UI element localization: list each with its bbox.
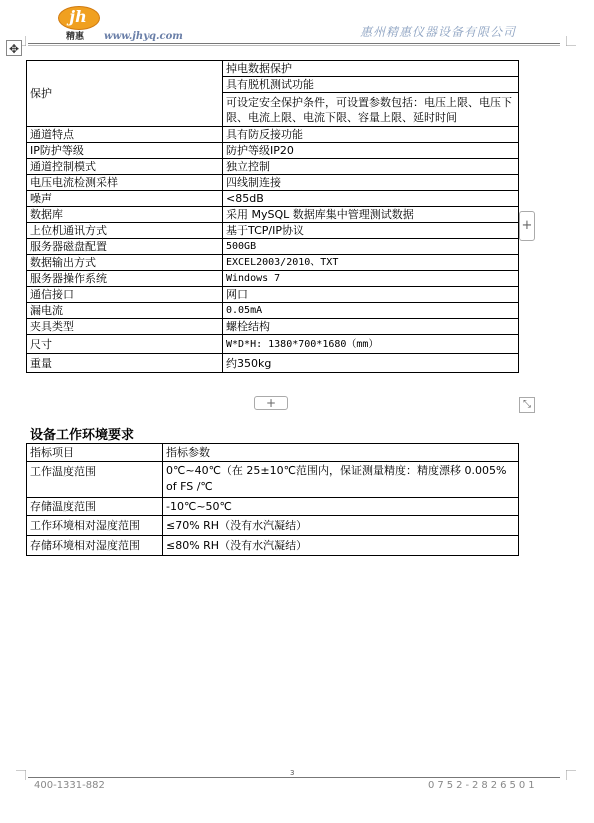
env-key: 存储环境相对湿度范围 [27, 536, 163, 556]
footer-divider [28, 777, 560, 778]
table-row [27, 303, 519, 319]
spec-key: 通信接口 [27, 287, 223, 303]
spec-key-protection: 保护 [27, 61, 223, 127]
spec-table [26, 60, 519, 373]
table-row [27, 498, 519, 516]
header-divider-thin [28, 45, 560, 46]
table-row [27, 516, 519, 536]
spec-value: <85dB [223, 191, 519, 207]
spec-key: 噪声 [27, 191, 223, 207]
spec-value: 防护等级IP20 [223, 143, 519, 159]
company-name: 惠州精惠仪器设备有限公司 [360, 25, 517, 39]
spec-value: 掉电数据保护 [223, 61, 519, 77]
spec-value: 网口 [223, 287, 519, 303]
table-row [27, 462, 519, 498]
env-key: 工作温度范围 [27, 462, 163, 498]
spec-value: 螺栓结构 [223, 319, 519, 335]
spec-value: 可设定安全保护条件，可设置参数包括：电压上限、电压下限、电流上限、电流下限、容量上限、延时时间 [223, 93, 519, 127]
spec-value: EXCEL2003/2010、TXT [223, 255, 519, 271]
table-row [27, 536, 519, 556]
table-move-handle-icon[interactable]: ✥ [6, 40, 22, 56]
logo-mark: jh [69, 7, 87, 26]
environment-table [26, 443, 519, 556]
logo-subtitle: 精惠 [66, 32, 85, 42]
table-header-row [27, 444, 519, 462]
env-key: 工作环境相对湿度范围 [27, 516, 163, 536]
spec-value: 0.05mA [223, 303, 519, 319]
table-row [27, 271, 519, 287]
spec-key: 服务器操作系统 [27, 271, 223, 287]
table-row [27, 191, 519, 207]
spec-key: 通道特点 [27, 127, 223, 143]
spec-value: 约350kg [223, 354, 519, 373]
spec-key: 漏电流 [27, 303, 223, 319]
table-row [27, 127, 519, 143]
env-header-value: 指标参数 [163, 444, 519, 462]
env-value: ≤80% RH（没有水汽凝结） [163, 536, 519, 556]
spec-value: 四线制连接 [223, 175, 519, 191]
table-row [27, 223, 519, 239]
table-row [27, 143, 519, 159]
spec-key: 重量 [27, 354, 223, 373]
corner-mark-top-right [566, 36, 576, 46]
spec-key: 尺寸 [27, 335, 223, 354]
table-row [27, 207, 519, 223]
table-row [27, 239, 519, 255]
table-row [27, 175, 519, 191]
env-key: 存储温度范围 [27, 498, 163, 516]
corner-mark-bottom-left [16, 770, 26, 780]
spec-value: 基于TCP/IP协议 [223, 223, 519, 239]
table-row [27, 335, 519, 354]
header-divider [28, 43, 560, 44]
website-text: www.jhyq.com [104, 31, 183, 42]
spec-key: 上位机通讯方式 [27, 223, 223, 239]
spec-key: 通道控制模式 [27, 159, 223, 175]
env-value: ≤70% RH（没有水汽凝结） [163, 516, 519, 536]
spec-value: 采用 MySQL 数据库集中管理测试数据 [223, 207, 519, 223]
table-row [27, 61, 519, 77]
spec-key: IP防护等级 [27, 143, 223, 159]
table-row [27, 287, 519, 303]
section-title: 设备工作环境要求 [30, 428, 135, 443]
table-resize-handle-icon[interactable]: ⤡ [519, 397, 535, 413]
footer-phone-hotline: 400-1331-882 [34, 780, 105, 791]
table-row [27, 354, 519, 373]
spec-value: 独立控制 [223, 159, 519, 175]
spec-key: 服务器磁盘配置 [27, 239, 223, 255]
spec-key: 数据输出方式 [27, 255, 223, 271]
table-row [27, 159, 519, 175]
table-row [27, 319, 519, 335]
add-row-button[interactable]: + [254, 396, 288, 410]
env-value: 0℃~40℃（在 25±10℃范围内，保证测量精度：精度漂移 0.005% of FS /℃ [163, 462, 519, 498]
corner-mark-bottom-right [566, 770, 576, 780]
page-number: 3 [290, 769, 295, 777]
spec-value: Windows 7 [223, 271, 519, 287]
spec-value: 500GB [223, 239, 519, 255]
spec-key: 电压电流检测采样 [27, 175, 223, 191]
footer-phone-office: 0752-2826501 [428, 780, 538, 791]
env-value: -10℃~50℃ [163, 498, 519, 516]
add-column-button[interactable]: + [519, 211, 535, 241]
spec-value: W*D*H: 1380*700*1680（mm） [223, 335, 519, 354]
env-header-key: 指标项目 [27, 444, 163, 462]
spec-key: 数据库 [27, 207, 223, 223]
spec-key: 夹具类型 [27, 319, 223, 335]
table-row [27, 255, 519, 271]
spec-value: 具有防反接功能 [223, 127, 519, 143]
spec-value: 具有脱机测试功能 [223, 77, 519, 93]
